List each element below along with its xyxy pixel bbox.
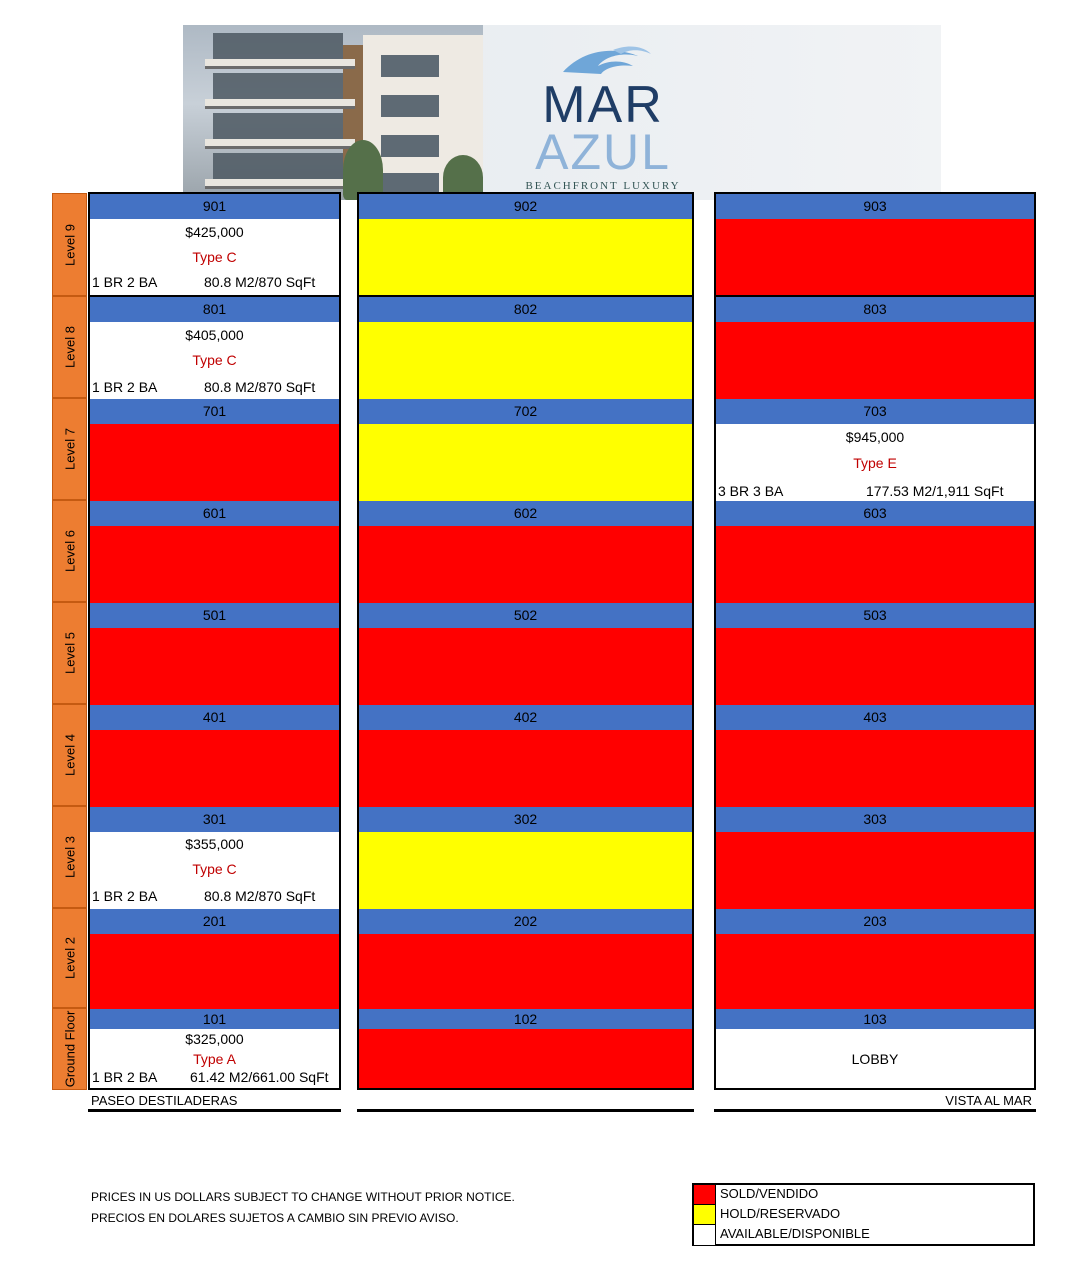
available-swatch bbox=[694, 1225, 716, 1245]
level-label-4: Level 4 bbox=[52, 704, 87, 806]
unit-403[interactable] bbox=[716, 705, 1034, 807]
divider bbox=[714, 1109, 1036, 1112]
unit-number: 802 bbox=[359, 297, 692, 322]
wave-icon bbox=[543, 40, 663, 80]
unit-102[interactable] bbox=[359, 1009, 692, 1088]
legend-row-hold bbox=[694, 1205, 1033, 1225]
price-notes bbox=[91, 1187, 515, 1229]
unit-number: 303 bbox=[716, 807, 1034, 832]
level-label-7: Level 7 bbox=[52, 398, 87, 500]
legend-label-available: AVAILABLE/DISPONIBLE bbox=[720, 1226, 870, 1241]
legend-row-available bbox=[694, 1225, 1033, 1245]
level-label-5: Level 5 bbox=[52, 602, 87, 704]
unit-503[interactable] bbox=[716, 603, 1034, 705]
legend-row-sold bbox=[694, 1185, 1033, 1205]
note-english: PRICES IN US DOLLARS SUBJECT TO CHANGE WITHOUT PRIOR NOTICE. bbox=[91, 1190, 515, 1204]
legend-label-sold: SOLD/VENDIDO bbox=[720, 1186, 819, 1201]
unit-number: 902 bbox=[359, 194, 692, 219]
unit-502[interactable] bbox=[359, 603, 692, 705]
unit-number: 501 bbox=[90, 603, 339, 628]
unit-type: Type A bbox=[193, 1051, 236, 1067]
header-banner bbox=[183, 25, 941, 200]
unit-301[interactable] bbox=[90, 807, 339, 909]
unit-number: 603 bbox=[716, 501, 1034, 526]
unit-type: Type E bbox=[853, 455, 897, 471]
unit-201[interactable] bbox=[90, 909, 339, 1009]
level-label-ground: Ground Floor bbox=[52, 1008, 87, 1090]
unit-702[interactable] bbox=[359, 399, 692, 501]
unit-number: 503 bbox=[716, 603, 1034, 628]
unit-area: 177.53 M2/1,911 SqFt bbox=[866, 483, 1004, 499]
unit-price: $425,000 bbox=[185, 224, 244, 240]
status-legend bbox=[692, 1183, 1035, 1246]
unit-902[interactable] bbox=[359, 194, 692, 296]
unit-number: 803 bbox=[716, 297, 1034, 322]
sold-swatch bbox=[694, 1185, 716, 1205]
unit-303[interactable] bbox=[716, 807, 1034, 909]
building-rendering bbox=[183, 25, 483, 200]
lobby-label: LOBBY bbox=[851, 1051, 899, 1067]
unit-602[interactable] bbox=[359, 501, 692, 603]
unit-price: $325,000 bbox=[185, 1031, 244, 1047]
unit-803[interactable] bbox=[716, 297, 1034, 399]
unit-number: 702 bbox=[359, 399, 692, 424]
unit-bedbath: 1 BR 2 BA bbox=[92, 888, 158, 904]
unit-901[interactable] bbox=[90, 194, 339, 296]
unit-column-02 bbox=[357, 192, 694, 1090]
divider bbox=[357, 1109, 694, 1112]
unit-price: $405,000 bbox=[185, 327, 244, 343]
unit-number: 201 bbox=[90, 909, 339, 934]
unit-number: 703 bbox=[716, 399, 1034, 424]
logo-tagline: BEACHFRONT LUXURY bbox=[525, 180, 681, 192]
level-label-8: Level 8 bbox=[52, 296, 87, 398]
unit-number: 202 bbox=[359, 909, 692, 934]
unit-number: 203 bbox=[716, 909, 1034, 934]
unit-302[interactable] bbox=[359, 807, 692, 909]
legend-label-hold: HOLD/RESERVADO bbox=[720, 1206, 841, 1221]
unit-area: 80.8 M2/870 SqFt bbox=[204, 888, 316, 904]
divider bbox=[88, 1109, 341, 1112]
unit-701[interactable] bbox=[90, 399, 339, 501]
mar-azul-logo bbox=[513, 40, 693, 192]
street-left-label: PASEO DESTILADERAS bbox=[91, 1093, 238, 1108]
unit-type: Type C bbox=[192, 352, 237, 368]
unit-number: 401 bbox=[90, 705, 339, 730]
unit-601[interactable] bbox=[90, 501, 339, 603]
unit-number: 801 bbox=[90, 297, 339, 322]
hold-swatch bbox=[694, 1205, 716, 1225]
unit-number: 903 bbox=[716, 194, 1034, 219]
street-right-label: VISTA AL MAR bbox=[945, 1093, 1032, 1108]
unit-number: 701 bbox=[90, 399, 339, 424]
unit-number: 502 bbox=[359, 603, 692, 628]
unit-number: 403 bbox=[716, 705, 1034, 730]
unit-number: 301 bbox=[90, 807, 339, 832]
unit-price: $355,000 bbox=[185, 836, 244, 852]
unit-bedbath: 1 BR 2 BA bbox=[92, 274, 158, 290]
unit-number: 602 bbox=[359, 501, 692, 526]
unit-type: Type C bbox=[192, 249, 237, 265]
unit-101[interactable] bbox=[90, 1009, 339, 1088]
unit-number: 103 bbox=[716, 1009, 1034, 1029]
unit-203[interactable] bbox=[716, 909, 1034, 1009]
logo-mar: MAR bbox=[542, 76, 664, 134]
unit-type: Type C bbox=[192, 861, 237, 877]
unit-area: 80.8 M2/870 SqFt bbox=[204, 274, 316, 290]
unit-area: 80.8 M2/870 SqFt bbox=[204, 379, 316, 395]
unit-603[interactable] bbox=[716, 501, 1034, 603]
unit-501[interactable] bbox=[90, 603, 339, 705]
note-spanish: PRECIOS EN DOLARES SUJETOS A CAMBIO SIN PREVIO AVISO. bbox=[91, 1211, 459, 1225]
unit-number: 402 bbox=[359, 705, 692, 730]
level-label-2: Level 2 bbox=[52, 908, 87, 1008]
unit-802[interactable] bbox=[359, 297, 692, 399]
unit-number: 901 bbox=[90, 194, 339, 219]
unit-402[interactable] bbox=[359, 705, 692, 807]
unit-price: $945,000 bbox=[845, 429, 905, 445]
level-label-6: Level 6 bbox=[52, 500, 87, 602]
unit-number: 101 bbox=[90, 1009, 339, 1029]
unit-number: 601 bbox=[90, 501, 339, 526]
unit-401[interactable] bbox=[90, 705, 339, 807]
unit-column-01 bbox=[88, 192, 341, 1090]
unit-bedbath: 3 BR 3 BA bbox=[718, 483, 784, 499]
unit-903[interactable] bbox=[716, 194, 1034, 296]
logo-azul: AZUL bbox=[535, 124, 671, 180]
unit-column-03 bbox=[714, 192, 1036, 1090]
unit-202[interactable] bbox=[359, 909, 692, 1009]
unit-area: 61.42 M2/661.00 SqFt bbox=[190, 1069, 329, 1085]
unit-number: 102 bbox=[359, 1009, 692, 1029]
unit-703[interactable] bbox=[716, 399, 1034, 501]
unit-103[interactable] bbox=[716, 1009, 1034, 1088]
level-label-3: Level 3 bbox=[52, 806, 87, 908]
unit-bedbath: 1 BR 2 BA bbox=[92, 1069, 158, 1085]
unit-801[interactable] bbox=[90, 297, 339, 399]
unit-bedbath: 1 BR 2 BA bbox=[92, 379, 158, 395]
unit-number: 302 bbox=[359, 807, 692, 832]
level-label-9: Level 9 bbox=[52, 193, 87, 296]
